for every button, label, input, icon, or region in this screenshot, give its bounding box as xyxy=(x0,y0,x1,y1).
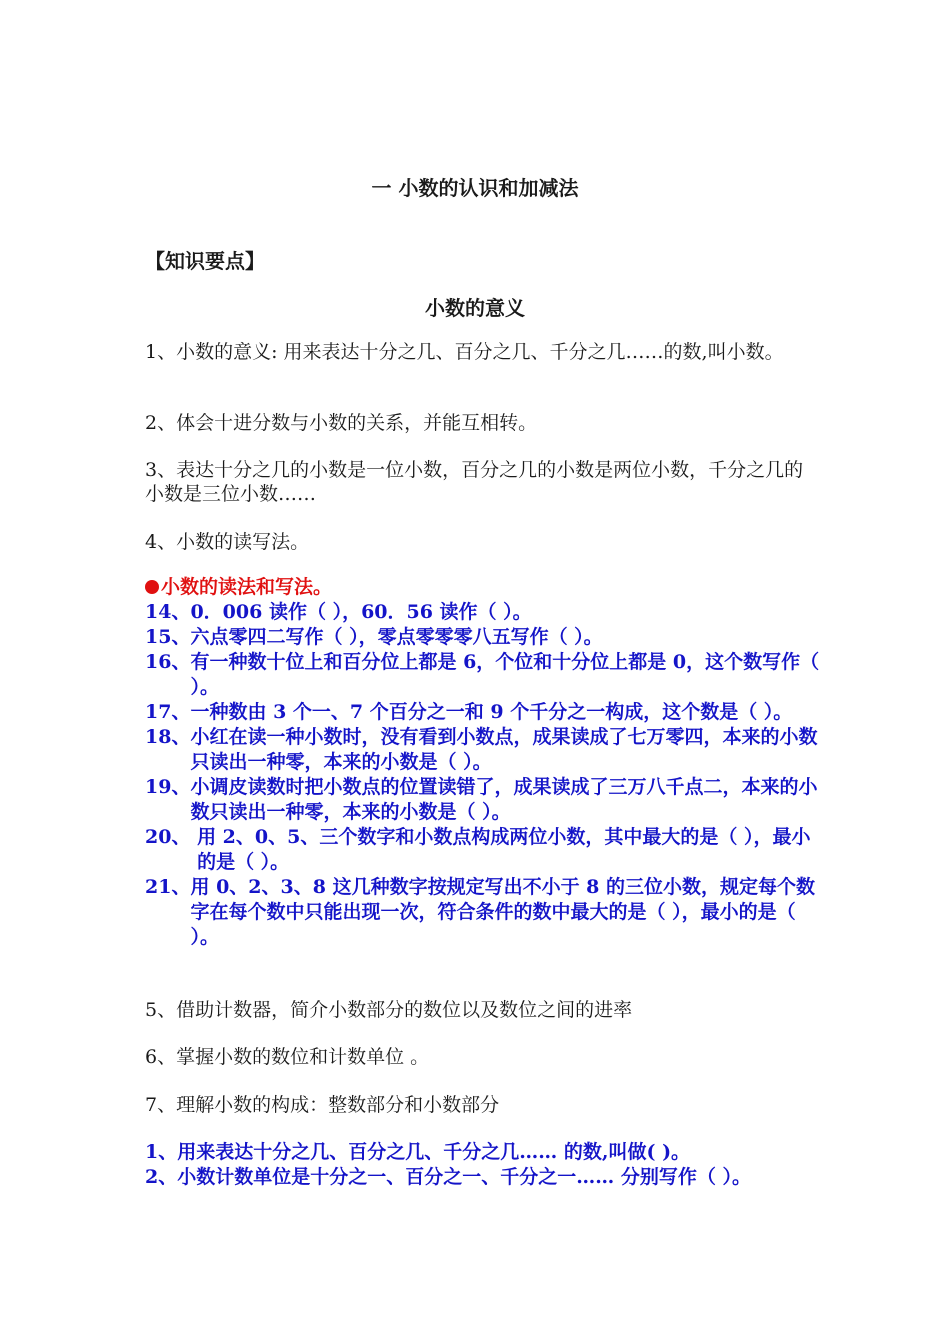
point-4: 4、小数的读写法。 xyxy=(145,531,310,553)
chapter-title: 一 小数的认识和加减法 xyxy=(371,176,579,200)
question-21: 21、 用 0、2、3、8 这几种数字按规定写出不小于 8 的三位小数，规定每个数字在每个数中只能出现一次，符合条件的数中最大的是（ ），最小的是（ ）。 xyxy=(145,876,816,948)
exercise-1: 1、 用来表达十分之几、百分之几、千分之几…… 的数,叫做( )。 xyxy=(145,1141,691,1163)
point-6: 6、掌握小数的数位和计数单位 。 xyxy=(145,1046,430,1068)
question-19: 19、 小调皮读数时把小数点的位置读错了，成果读成了三万八千点二，本来的小数只读出一种零，本来的小数是（ ）。 xyxy=(145,776,818,823)
red-dot-icon xyxy=(145,580,159,594)
question-16: 16、 有一种数十位上和百分位上都是 6，个位和十分位上都是 0，这个数写作（ ）。 xyxy=(145,651,820,698)
reading-writing-section xyxy=(145,575,825,950)
point-7: 7、理解小数的构成：整数部分和小数部分 xyxy=(145,1094,500,1116)
point-3: 3、表达十分之几的小数是一位小数，百分之几的小数是两位小数，千分之几的小数是三位小数…… xyxy=(145,459,804,505)
question-17: 17、 一种数由 3 个一、7 个百分之一和 9 个千分之一构成，这个数是（ ）。 xyxy=(145,701,793,723)
question-18: 18、 小红在读一种小数时，没有看到小数点，成果读成了七万零四，本来的小数只读出一种零，本来的小数是（ ）。 xyxy=(145,726,818,773)
point-5: 5、借助计数器，简介小数部分的数位以及数位之间的进率 xyxy=(145,999,633,1021)
subsection-title: 小数的意义 xyxy=(425,296,525,320)
question-20: 20、 用 2、0、5、三个数字和小数点构成两位小数，其中最大的是（ ），最小的是（ ）。 xyxy=(145,826,811,873)
exercise-section xyxy=(145,1140,825,1190)
question-14: 14、 0．006 读作（ ），60．56 读作（ ）。 xyxy=(145,601,532,623)
reading-writing-heading: 小数的读法和写法。 xyxy=(145,575,825,600)
exercise-2: 2、 小数计数单位是十分之一、百分之一、千分之一…… 分别写作（ ）。 xyxy=(145,1166,751,1188)
section-heading: 【知识要点】 xyxy=(145,249,265,273)
point-2: 2、体会十进分数与小数的关系，并能互相转。 xyxy=(145,412,538,434)
question-15: 15、 六点零四二写作（ ），零点零零零八五写作（ ）。 xyxy=(145,626,603,648)
point-1: 1、小数的意义: 用来表达十分之几、百分之几、千分之几……的数,叫小数。 xyxy=(145,341,784,363)
